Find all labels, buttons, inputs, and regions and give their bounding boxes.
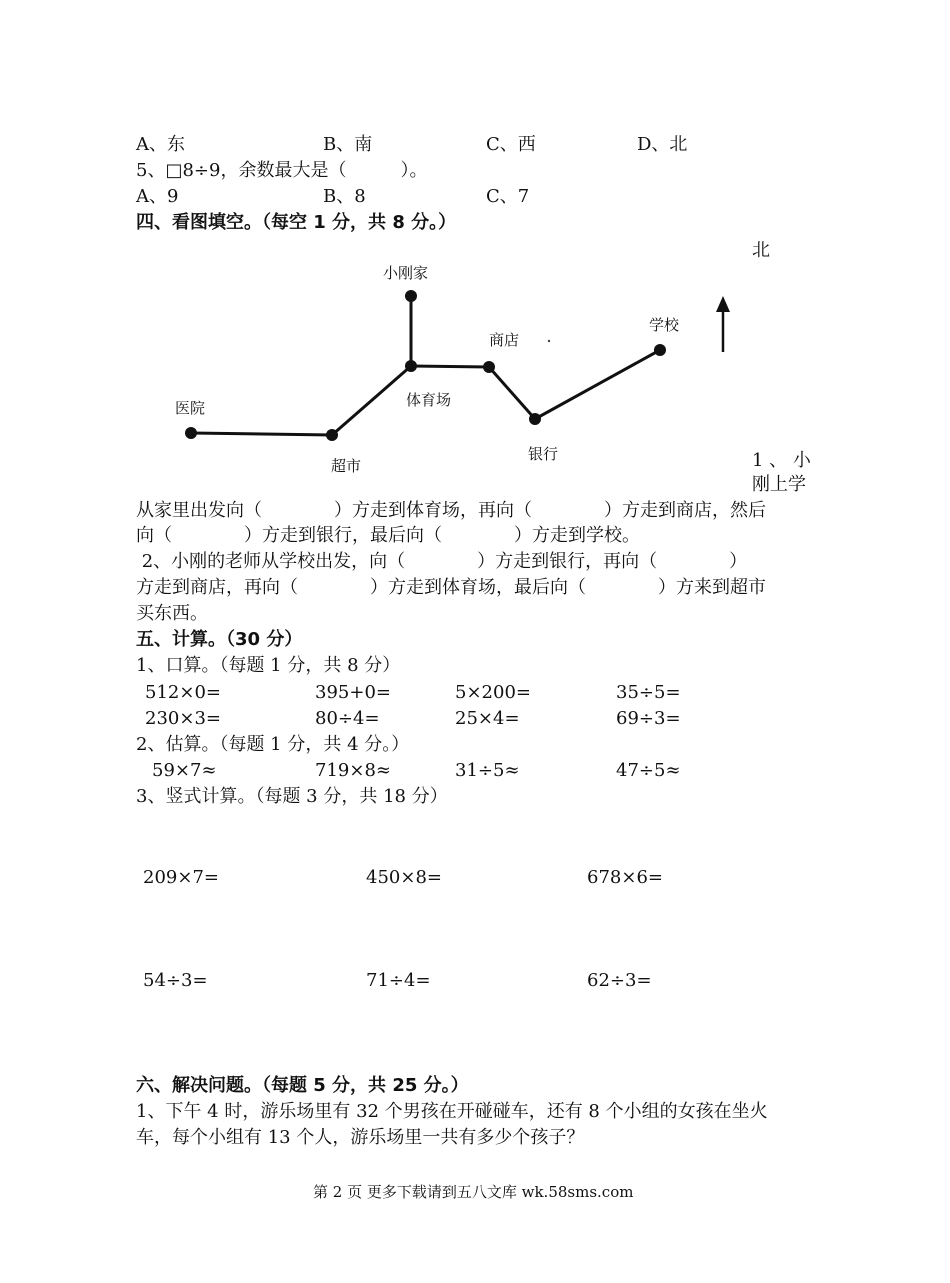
north-arrow-icon [716,296,730,352]
q4-2-line-3: 买东西。 [136,603,208,624]
road-bank-school [535,350,660,419]
vertical-item: 54÷3= [143,970,208,991]
q4-1-line-2: 向（ ）方走到银行，最后向（ ）方走到学校。 [136,525,640,546]
section-5-heading: 五、计算。（30 分） [136,629,303,650]
oral-item: 25×4= [455,708,520,729]
q4-2-line-1: 2、小刚的老师从学校出发，向（ ）方走到银行，再向（ ） [136,551,748,572]
option-c-7: C、7 [486,186,530,207]
map-label-hospital: 医院 [175,399,206,417]
q4-1-side-a: 1 、 小 [752,450,811,471]
oral-item: 5×200= [455,682,531,703]
estimate-item: 59×7≈ [152,760,217,781]
north-label: 北 [752,240,770,261]
section-6-heading: 六、解决问题。（每题 5 分，共 25 分。） [136,1075,469,1096]
estimate-item: 31÷5≈ [455,760,520,781]
route-map [0,0,950,520]
map-label-stadium: 体育场 [406,391,452,409]
vertical-item: 71÷4= [366,970,431,991]
school-dot [654,344,666,356]
estimate-item: 719×8≈ [315,760,391,781]
oral-item: 512×0= [145,682,221,703]
supermarket-dot [326,429,338,441]
option-b-south: B、南 [323,134,373,155]
question-5: 5、□8÷9，余数最大是（ ）。 [136,160,428,181]
oral-item: 395+0= [315,682,391,703]
road-hospital-supermarket [191,433,332,435]
q6-1-line-2: 车，每个小组有 13 个人，游乐场里一共有多少个孩子？ [136,1127,585,1148]
stadium-dot [405,360,417,372]
option-c-west: C、西 [486,134,536,155]
oral-item: 80÷4= [315,708,380,729]
map-label-bank: 银行 [528,445,559,463]
route-lines [191,296,660,435]
oral-item: 35÷5= [616,682,681,703]
section-4-heading: 四、看图填空。（每空 1 分，共 8 分。） [136,212,457,233]
home-dot [405,290,417,302]
road-supermarket-stadium [332,366,411,435]
hospital-dot [185,427,197,439]
oral-item: 69÷3= [616,708,681,729]
option-d-north: D、北 [637,134,688,155]
bank-dot [529,413,541,425]
q4-2-line-2: 方走到商店，再向（ ）方走到体育场，最后向（ ）方来到超市 [136,577,766,598]
page-footer: 第 2 页 更多下载请到五八文库 wk.58sms.com [313,1183,634,1201]
option-a-9: A、9 [136,186,179,207]
map-label-supermarket: 超市 [331,457,362,475]
vertical-item: 209×7= [143,867,219,888]
estimate-item: 47÷5≈ [616,760,681,781]
q4-1-line-1: 从家里出发向（ ）方走到体育场，再向（ ）方走到商店，然后 [136,500,766,521]
vertical-item: 450×8= [366,867,442,888]
option-a-east: A、东 [136,134,185,155]
shop-dot [483,361,495,373]
speck-mark [548,340,550,342]
q4-1-side-b: 刚上学 [752,474,806,495]
estimate-title: 2、估算。（每题 1 分，共 4 分。） [136,734,410,755]
road-stadium-shop [411,366,489,367]
vertical-item: 678×6= [587,867,663,888]
map-label-school: 学校 [649,316,680,334]
oral-calc-title: 1、口算。（每题 1 分，共 8 分） [136,655,401,676]
oral-item: 230×3= [145,708,221,729]
road-shop-bank [489,367,535,419]
map-label-home: 小刚家 [383,264,429,282]
option-b-8: B、8 [323,186,366,207]
q6-1-line-1: 1、下午 4 时，游乐场里有 32 个男孩在开碰碰车，还有 8 个小组的女孩在坐火 [136,1101,768,1122]
vertical-item: 62÷3= [587,970,652,991]
vertical-calc-title: 3、竖式计算。（每题 3 分，共 18 分） [136,786,448,807]
map-label-shop: 商店 [489,331,520,349]
